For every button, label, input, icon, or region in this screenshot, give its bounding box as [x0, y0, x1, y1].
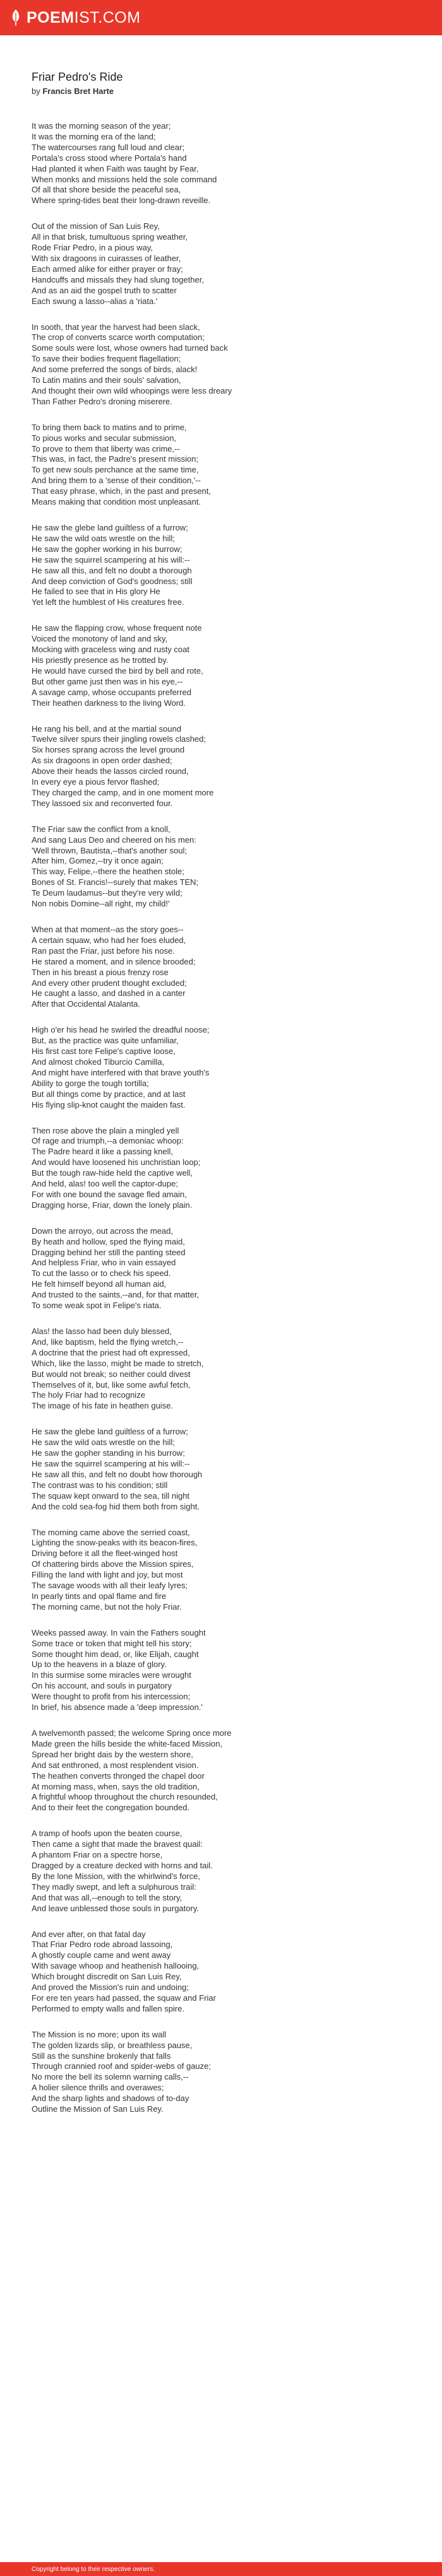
- poem-line: Spread her bright dais by the western shore,: [32, 1749, 193, 1759]
- poem-line: Their heathen darkness to the living Word.: [32, 698, 186, 708]
- poem-line: Of rage and triumph,--a demoniac whoop:: [32, 1136, 184, 1146]
- poem-line: Driving before it all the fleet-winged host: [32, 1549, 178, 1559]
- poem-line: He caught a lasso, and dashed in a canter: [32, 988, 186, 998]
- poem-line: Dragging horse, Friar, down the lonely plain.: [32, 1200, 193, 1210]
- stanza: [32, 1929, 410, 2015]
- poem-line: And would have loosened his unchristian loop;: [32, 1157, 201, 1168]
- poem-line: Some trace or token that might tell his story;: [32, 1638, 192, 1648]
- poem-line: Than Father Pedro's droning miserere.: [32, 396, 172, 406]
- poem-body: [32, 121, 410, 2115]
- poem-line: They lassoed six and reconverted four.: [32, 798, 173, 808]
- stanza: [32, 1326, 410, 1412]
- poem-line: He saw the gopher working in his burrow;: [32, 544, 182, 554]
- poem-line: The image of his fate in heathen guise.: [32, 1401, 174, 1411]
- poem-line: Then came a sight that made the bravest quail:: [32, 1839, 203, 1849]
- poem-line: The golden lizards slip, or breathless pause,: [32, 2040, 193, 2050]
- poem-line: Mocking with graceless wing and rusty coat: [32, 645, 190, 655]
- stanza: [32, 221, 410, 307]
- poem-line: Which brought discredit on San Luis Rey,: [32, 1972, 182, 1982]
- poem-line: And the sharp lights and shadows of to-day: [32, 2093, 189, 2104]
- site-footer: [0, 2562, 442, 2576]
- poem-line: He saw the glebe land guiltless of a furrow;: [32, 523, 188, 532]
- poem-line: And helpless Friar, who in vain essayed: [32, 1258, 176, 1268]
- poem-line: At morning mass, when, says the old tradition,: [32, 1781, 200, 1791]
- poem-line: He saw the squirrel scampering at his will:--: [32, 1458, 190, 1468]
- stanza: [32, 2030, 410, 2115]
- poem-line: Te Deum laudamus--but they're very wild;: [32, 888, 182, 898]
- stanza: [32, 523, 410, 608]
- poem-line: All in that brisk, tumultuous spring weather,: [32, 232, 188, 242]
- poem-line: He saw the gopher standing in his burrow;: [32, 1448, 185, 1458]
- poem-line: On his account, and souls in purgatory: [32, 1681, 172, 1691]
- poem-line: In pearly tints and opal flame and fire: [32, 1591, 167, 1601]
- poem-title: Friar Pedro's Ride: [32, 71, 123, 83]
- poem-line: And deep conviction of God's goodness; still: [32, 576, 193, 586]
- poem-line: And, like baptism, held the flying wretch,--: [32, 1337, 184, 1347]
- poem-line: And the cold sea-fog hid them both from sight.: [32, 1501, 200, 1511]
- poem-line: By heath and hollow, sped the flying maid,: [32, 1236, 185, 1246]
- stanza: [32, 1728, 410, 1813]
- poem-line: Of chattering birds above the Mission spires,: [32, 1559, 194, 1569]
- poem-line: It was the morning season of the year;: [32, 121, 171, 131]
- poem-line: Were thought to profit from his intercession;: [32, 1692, 191, 1702]
- poem-line: And sang Laus Deo and cheered on his men:: [32, 834, 196, 845]
- poem-line: That Friar Pedro rode abroad lassoing,: [32, 1940, 173, 1950]
- stanza: [32, 1528, 410, 1613]
- poem-line: A holier silence thrills and overawes;: [32, 2083, 164, 2093]
- poem-line: Down the arroyo, out across the mead,: [32, 1226, 174, 1236]
- stanza: [32, 1829, 410, 1914]
- poem-line: Handcuffs and missals they had slung together,: [32, 274, 204, 284]
- poem-line: Filling the land with light and joy, but most: [32, 1570, 183, 1580]
- poem-line: And as an aid the gospel truth to scatter: [32, 285, 177, 295]
- poem-line: The Mission is no more; upon its wall: [32, 2029, 167, 2039]
- poem-line: And some preferred the songs of birds, alack!: [32, 365, 198, 375]
- poem-line: He saw the wild oats wrestle on the hill;: [32, 1437, 175, 1448]
- poem-line: As six dragoons in open order dashed;: [32, 756, 172, 766]
- poem-line: Made green the hills beside the white-faced Mission,: [32, 1738, 223, 1748]
- stanza: [32, 1126, 410, 1211]
- poem-line: Performed to empty walls and fallen spire.: [32, 2003, 185, 2013]
- stanza: [32, 824, 410, 910]
- stanza: [32, 423, 410, 508]
- poem-line: Up to the heavens in a blaze of glory.: [32, 1660, 167, 1670]
- poem-line: To Latin matins and their souls' salvation,: [32, 375, 181, 385]
- poem-line: Themselves of it, but, like some awful fetch,: [32, 1379, 191, 1390]
- poem-line: He rang his bell, and at the martial sound: [32, 723, 182, 734]
- poem-line: His first cast tore Felipe's captive loose,: [32, 1046, 176, 1057]
- poem-line: In sooth, that year the harvest had been slack,: [32, 322, 200, 332]
- poem-line: And ever after, on that fatal day: [32, 1929, 146, 1939]
- poem-line: Each swung a lasso--alias a 'riata.': [32, 296, 158, 306]
- poem-line: Non nobis Domine--all right, my child!': [32, 899, 170, 909]
- poem-line: He saw all this, and felt no doubt a thorough: [32, 565, 192, 575]
- byline-prefix: by: [32, 86, 40, 96]
- poem-line: And leave unblessed those souls in purgatory.: [32, 1903, 199, 1913]
- stanza: [32, 623, 410, 708]
- poem-line: Voiced the monotony of land and sky,: [32, 634, 168, 644]
- poem-line: And bring them to a 'sense of their condition,'--: [32, 476, 201, 486]
- poem-byline: [32, 86, 410, 96]
- poem-line: In this surmise some miracles were wrought: [32, 1670, 191, 1680]
- poem-line: Bones of St. Francis!--surely that makes TEN;: [32, 877, 199, 887]
- poem-line: Alas! the lasso had been duly blessed,: [32, 1326, 172, 1336]
- poem-line: Out of the mission of San Luis Rey,: [32, 221, 160, 231]
- poem-line: This was, in fact, the Padre's present mission;: [32, 454, 199, 464]
- poem-line: The Padre heard it like a passing knell,: [32, 1147, 174, 1157]
- poem-line: Yet left the humblest of His creatures free.: [32, 597, 184, 607]
- poem-line: The heathen converts thronged the chapel door: [32, 1771, 205, 1781]
- stanza: [32, 1025, 410, 1110]
- poem-line: Weeks passed away. In vain the Fathers sought: [32, 1627, 206, 1637]
- poem-line: The crop of converts scarce worth computation;: [32, 332, 205, 342]
- poem-line: Dragging behind her still the panting steed: [32, 1247, 186, 1257]
- quill-pen-icon: [10, 9, 21, 26]
- poem-line: And held, alas! too well the captor-dupe;: [32, 1179, 178, 1189]
- poem-line: The contrast was to his condition; still: [32, 1480, 168, 1490]
- poem-line: The morning came, but not the holy Friar.: [32, 1601, 182, 1612]
- poem-content: [0, 35, 442, 2115]
- poem-line: Lighting the snow-peaks with its beacon-fires,: [32, 1538, 198, 1548]
- poem-line: The squaw kept onward to the sea, till night: [32, 1490, 190, 1501]
- poem-line: But, as the practice was quite unfamiliar,: [32, 1036, 179, 1046]
- poem-line: In brief, his absence made a 'deep impression.': [32, 1702, 203, 1712]
- poem-line: Some thought him dead, or, like Elijah, caught: [32, 1649, 199, 1659]
- poem-line: The watercourses rang full loud and clear;: [32, 142, 185, 152]
- poem-line: And trusted to the saints,--and, for that matter,: [32, 1290, 200, 1300]
- poem-line: Ability to gorge the tough tortilla;: [32, 1078, 149, 1088]
- stanza: [32, 724, 410, 809]
- poem-line: And proved the Mission's ruin and undoing;: [32, 1982, 189, 1993]
- poem-line: When at that moment--as the story goes--: [32, 925, 184, 934]
- poem-line: No more the bell its solemn warning calls,--: [32, 2072, 189, 2082]
- poem-line: Where spring-tides beat their long-drawn reveille.: [32, 196, 211, 206]
- poem-line: To pious works and secular submission,: [32, 433, 177, 443]
- poem-line: Means making that condition most unpleasant.: [32, 497, 201, 507]
- stanza: [32, 121, 410, 206]
- poem-line: After that Occidental Atalanta.: [32, 999, 140, 1009]
- poem-line: Through crannied roof and spider-webs of gauze;: [32, 2061, 212, 2071]
- poem-line: Twelve silver spurs their jingling rowels clashed;: [32, 734, 206, 744]
- poem-line: But other game just then was in his eye,--: [32, 676, 183, 686]
- poem-line: To get new souls perchance at the same time,: [32, 465, 199, 475]
- poem-line: The holy Friar had to recognize: [32, 1390, 145, 1400]
- poem-line: With six dragoons in cuirasses of leather,: [32, 253, 181, 263]
- poem-line: He felt himself beyond all human aid,: [32, 1279, 167, 1289]
- poem-line: And thought their own wild whoopings were less dreary: [32, 385, 232, 395]
- poem-line: By the lone Mission, with the whirlwind's force,: [32, 1871, 200, 1881]
- poem-author[interactable]: Francis Bret Harte: [42, 86, 114, 96]
- poem-line: Outline the Mission of San Luis Rey.: [32, 2104, 164, 2114]
- poem-line: For with one bound the savage fled amain,: [32, 1189, 187, 1199]
- poem-line: The morning came above the serried coast,: [32, 1527, 190, 1537]
- poem-line: When monks and missions held the sole command: [32, 174, 217, 184]
- poem-line: His priestly presence as he trotted by.: [32, 655, 169, 665]
- poem-line: It was the morning era of the land;: [32, 131, 156, 141]
- poem-line: Had planted it when Faith was taught by Fear,: [32, 163, 199, 173]
- poem-line: High o'er his head he swirled the dreadful noose;: [32, 1025, 210, 1035]
- poem-line: And every other prudent thought excluded;: [32, 978, 187, 988]
- site-name: POEMIST.COM: [27, 8, 141, 26]
- poem-line: And to their feet the congregation bounded.: [32, 1803, 190, 1813]
- poem-line: A phantom Friar on a spectre horse,: [32, 1850, 163, 1860]
- poem-line: This way, Felipe,--there the heathen stole;: [32, 867, 184, 877]
- poem-line: To save their bodies frequent flagellation;: [32, 354, 181, 364]
- poem-line: To bring them back to matins and to prime,: [32, 422, 187, 432]
- poem-line: 'Well thrown, Bautista,--that's another soul;: [32, 845, 188, 855]
- poem-line: Ran past the Friar, just before his nose.: [32, 946, 175, 956]
- poem-line: A certain squaw, who had her foes eluded,: [32, 935, 186, 945]
- stanza: [32, 1628, 410, 1713]
- poem-line: They madly swept, and left a sulphurous trail:: [32, 1882, 196, 1892]
- poem-line: He saw the glebe land guiltless of a furrow;: [32, 1427, 188, 1437]
- poem-line: Each armed alike for either prayer or fray;: [32, 264, 183, 274]
- poem-line: Rode Friar Pedro, in a pious way,: [32, 243, 153, 253]
- poem-line: Above their heads the lassos circled round,: [32, 766, 189, 776]
- site-header: [0, 0, 442, 35]
- stanza: [32, 322, 410, 407]
- poem-line: Then rose above the plain a mingled yell: [32, 1125, 179, 1135]
- poem-line: For ere ten years had passed, the squaw and Friar: [32, 1993, 216, 2003]
- poem-line: Then in his breast a pious frenzy rose: [32, 967, 169, 977]
- poem-line: Still as the sunshine brokenly that falls: [32, 2051, 171, 2061]
- poem-line: Portala's cross stood where Portala's hand: [32, 153, 187, 163]
- poem-line: Which, like the lasso, might be made to stretch,: [32, 1358, 204, 1368]
- poem-line: Six horses sprang across the level ground: [32, 745, 185, 755]
- poem-line: They charged the camp, and in one moment more: [32, 787, 214, 797]
- site-logo[interactable]: [10, 9, 141, 27]
- poem-line: The Friar saw the conflict from a knoll,: [32, 824, 170, 834]
- copyright-text: Copyright belong to their respective owners.: [32, 2565, 155, 2573]
- stanza: [32, 925, 410, 1010]
- poem-line: But the tough raw-hide held the captive well,: [32, 1168, 193, 1178]
- stanza: [32, 1427, 410, 1512]
- poem-line: He stared a moment, and in silence brooded;: [32, 956, 196, 966]
- poem-line: A tramp of hoofs upon the beaten course,: [32, 1829, 182, 1839]
- poem-line: He saw the flapping crow, whose frequent note: [32, 623, 202, 633]
- poem-line: And sat enthroned, a most resplendent vision.: [32, 1760, 199, 1770]
- poem-line: He failed to see that in His glory He: [32, 587, 160, 597]
- poem-line: Of all that shore beside the peaceful sea,: [32, 185, 181, 195]
- poem-line: To cut the lasso or to check his speed.: [32, 1268, 171, 1279]
- poem-line: A twelvemonth passed; the welcome Spring once more: [32, 1728, 232, 1738]
- poem-line: And almost choked Tiburcio Camilla,: [32, 1057, 165, 1067]
- poem-line: He saw the wild oats wrestle on the hill;: [32, 533, 175, 543]
- poem-line: And might have interfered with that brave youth's: [32, 1067, 210, 1077]
- poem-line: In every eye a pious fervor flashed;: [32, 777, 160, 787]
- poem-line: And that was all,--enough to tell the story,: [32, 1892, 182, 1902]
- poem-line: But all things come by practice, and at last: [32, 1089, 186, 1099]
- poem-line: His flying slip-knot caught the maiden fast.: [32, 1099, 186, 1109]
- poem-line: A ghostly couple came and went away: [32, 1950, 171, 1960]
- poem-line: After him, Gomez,--try it once again;: [32, 856, 164, 866]
- poem-line: He saw all this, and felt no doubt how thorough: [32, 1469, 203, 1479]
- stanza: [32, 1226, 410, 1311]
- poem-line: He would have cursed the bird by bell and rote,: [32, 665, 203, 676]
- poem-line: Dragged by a creature decked with horns and tail.: [32, 1860, 213, 1870]
- poem-line: The savage woods with all their leafy lyres;: [32, 1581, 188, 1591]
- poem-line: That easy phrase, which, in the past and present,: [32, 486, 212, 496]
- poem-line: A doctrine that the priest had oft expressed,: [32, 1347, 190, 1357]
- poem-line: A savage camp, whose occupants preferred: [32, 687, 191, 697]
- poem-line: He saw the squirrel scampering at his will:--: [32, 554, 190, 565]
- poem-line: To prove to them that liberty was crime,--: [32, 443, 180, 454]
- poem-line: A frightful whoop throughout the church resounded,: [32, 1792, 218, 1802]
- poem-line: To some weak spot in Felipe's riata.: [32, 1301, 162, 1311]
- poem-line: Some souls were lost, whose owners had turned back: [32, 343, 228, 353]
- poem-line: With savage whoop and heathenish hallooing,: [32, 1961, 200, 1971]
- poem-line: But would not break; so neither could divest: [32, 1369, 191, 1379]
